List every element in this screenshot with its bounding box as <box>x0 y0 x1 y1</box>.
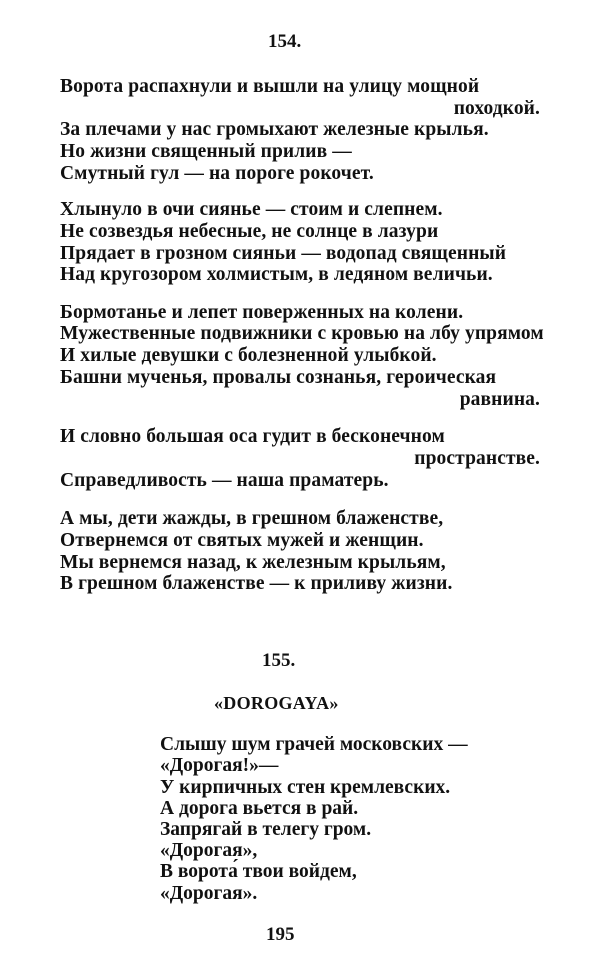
poem-line: равнина. <box>459 389 540 410</box>
poem-line: В грешном блаженстве — к приливу жизни. <box>60 573 453 594</box>
poem-line: А мы, дети жажды, в грешном блаженстве, <box>60 508 444 529</box>
poem-line: пространстве. <box>414 448 540 469</box>
poem-line: Запрягай в телегу гром. <box>160 819 372 840</box>
poem-line: Справедливость — наша праматерь. <box>60 470 389 491</box>
poem-line: Не созвездья небесные, не солнце в лазури <box>60 221 439 242</box>
poem-line: походкой. <box>453 98 540 119</box>
poem-line: Бормотанье и лепет поверженных на колени. <box>60 302 464 323</box>
poem-line: Слышу шум грачей московских — <box>160 734 468 755</box>
poem-line: За плечами у нас громыхают железные крылья. <box>60 119 489 140</box>
poem-number-155: 155. <box>262 650 296 671</box>
poem-line: Мужественные подвижники с кровью на лбу упрямом <box>60 323 544 344</box>
poem-line: «Дорогая!»— <box>160 755 279 776</box>
poem-line: «Дорогая», <box>160 840 258 861</box>
poem-title: «DOROGAYA» <box>214 693 339 713</box>
poem-line: Смутный гул — на пороге рокочет. <box>60 163 374 184</box>
poem-line: И словно большая оса гудит в бесконечном <box>60 426 445 447</box>
poem-line: Но жизни священный прилив — <box>60 141 352 162</box>
poem-line: А дорога вьется в рай. <box>160 798 359 819</box>
poem-line: Над кругозором холмистым, в ледяном величьи. <box>60 264 493 285</box>
poem-line: Хлынуло в очи сиянье — стоим и слепнем. <box>60 199 443 220</box>
poem-line: В ворота́ твои войдем, <box>160 861 357 882</box>
poem-line: У кирпичных стен кремлевских. <box>160 777 451 798</box>
page-number: 195 <box>266 924 295 945</box>
poem-line: «Дорогая». <box>160 883 258 904</box>
poem-number-154: 154. <box>268 31 302 52</box>
poem-line: И хилые девушки с болезненной улыбкой. <box>60 345 437 366</box>
poem-line: Отвернемся от святых мужей и женщин. <box>60 530 424 551</box>
poem-line: Прядает в грозном сияньи — водопад священный <box>60 243 507 264</box>
poem-line: Башни мученья, провалы сознанья, героическая <box>60 367 497 388</box>
poem-line: Мы вернемся назад, к железным крыльям, <box>60 552 446 573</box>
poem-line: Ворота распахнули и вышли на улицу мощной <box>60 76 480 97</box>
